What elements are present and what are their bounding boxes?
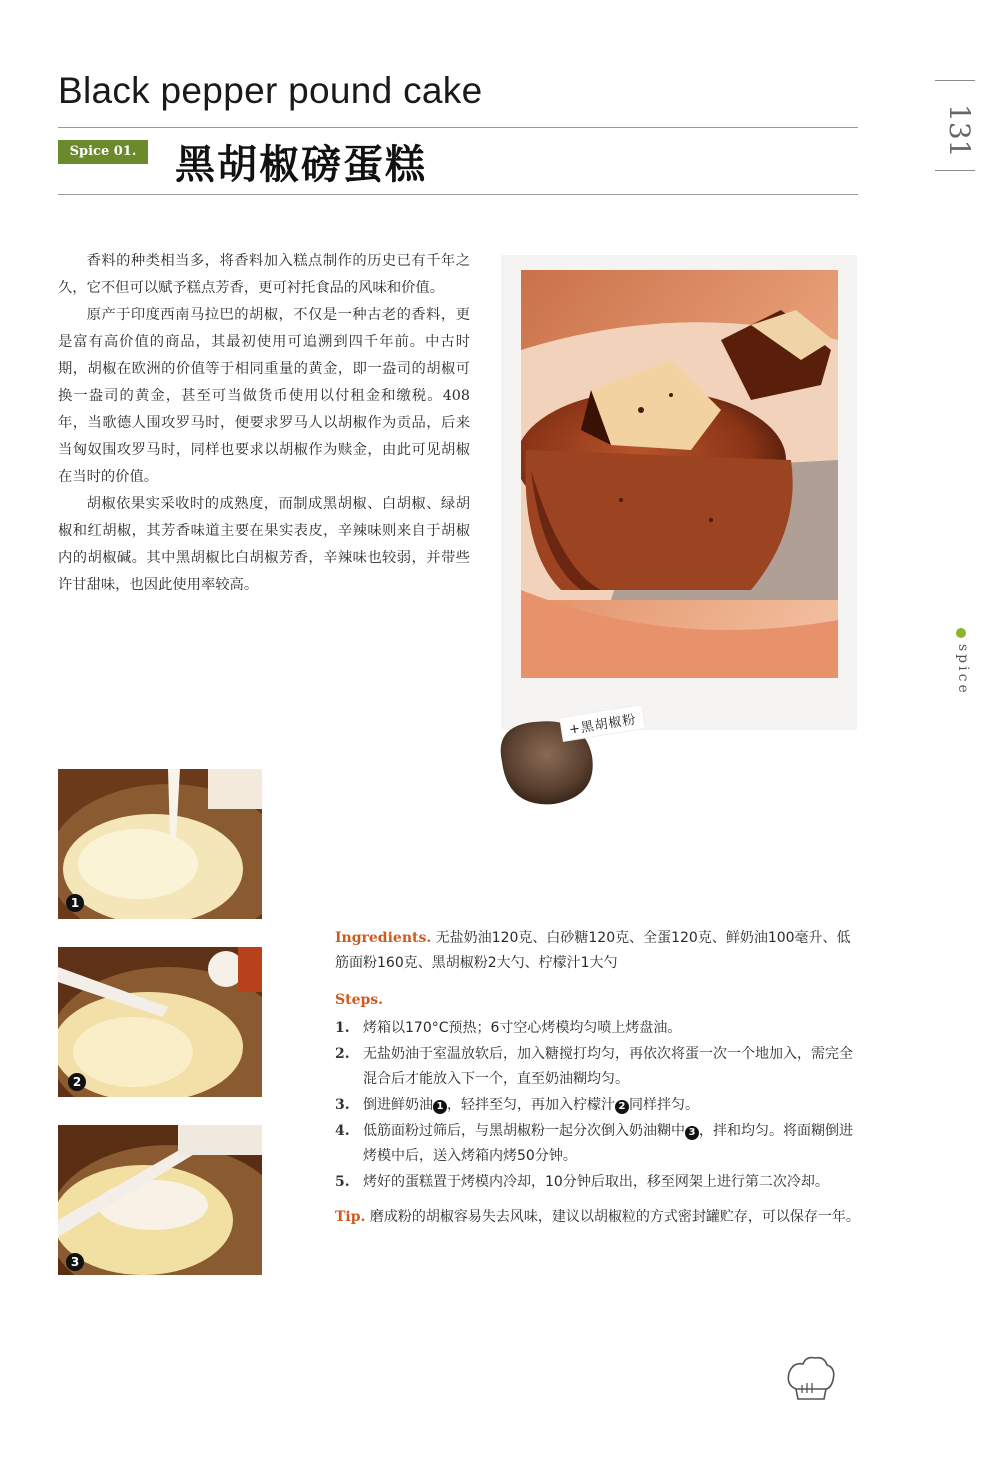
steps-list	[335, 1016, 863, 1195]
cake-photo	[521, 270, 838, 678]
page-number-rule-top	[935, 80, 975, 81]
spice-badge: Spice 01.	[58, 140, 148, 164]
photo-ref-badge: 2	[615, 1100, 629, 1114]
tip	[335, 1205, 863, 1230]
page-number: 131	[943, 104, 976, 158]
recipe-section	[335, 926, 863, 1230]
step-photo-3	[58, 1125, 262, 1275]
step-photo-number: 2	[68, 1073, 86, 1091]
step-text: 烤箱以170°C预热；6寸空心烤模均匀喷上烤盘油。	[363, 1020, 682, 1036]
intro-text	[58, 248, 470, 599]
photo-ref-badge: 3	[685, 1126, 699, 1140]
step-item	[335, 1016, 863, 1041]
section-label: spice	[955, 644, 971, 696]
step-photo-1	[58, 769, 262, 919]
steps-label: Steps.	[335, 992, 384, 1008]
ingredients	[335, 926, 863, 976]
steps-heading	[335, 988, 863, 1013]
pepper-label: +黑胡椒粉	[560, 705, 644, 741]
intro-paragraph: 原产于印度西南马拉巴的胡椒，不仅是一种古老的香料，更是富有高价值的商品，其最初使用可追溯到四千年前。中古时期，胡椒在欧洲的价值等于相同重量的黄金，即一盎司的胡椒可换一盎司的黄金，甚至可当做货币使用以付租金和缴税。408年，当歌德人围攻罗马时，便要求罗马人以胡椒作为贡品，后来当匈奴围攻罗马时，同样也要求以胡椒作为赎金，由此可见胡椒在当时的价值。	[58, 307, 470, 485]
section-dot-icon	[956, 628, 966, 638]
step-number: 5.	[335, 1174, 350, 1190]
step-item	[335, 1093, 863, 1118]
intro-paragraph: 胡椒依果实采收时的成熟度，而制成黑胡椒、白胡椒、绿胡椒和红胡椒，其芳香味道主要在果实表皮，辛辣味则来自于胡椒内的胡椒碱。其中黑胡椒比白胡椒芳香，辛辣味也较弱，并带些许甘甜味，也因此使用率较高。	[58, 496, 470, 593]
header-rule-bottom	[58, 194, 858, 195]
step-number: 2.	[335, 1046, 350, 1062]
step-photo-number: 3	[66, 1253, 84, 1271]
intro-paragraph: 香料的种类相当多，将香料加入糕点制作的历史已有千年之久，它不但可以赋予糕点芳香，更可衬托食品的风味和价值。	[58, 253, 470, 296]
step-photo-number: 1	[66, 894, 84, 912]
step-item	[335, 1119, 863, 1169]
step-text: 倒进鲜奶油	[363, 1097, 433, 1113]
step-photo-2	[58, 947, 262, 1097]
step-item	[335, 1170, 863, 1195]
photo-ref-badge: 1	[433, 1100, 447, 1114]
step-text: ，拌和均匀。将面糊倒进烤模中后，送入烤箱内烤50分钟。	[363, 1123, 853, 1164]
step-text: 烤好的蛋糕置于烤模内冷却，10分钟后取出，移至网架上进行第二次冷却。	[363, 1174, 829, 1190]
ingredients-text: 无盐奶油120克、白砂糖120克、全蛋120克、鲜奶油100毫升、低筋面粉160克、黑胡椒粉2大勺、柠檬汁1大勺	[335, 930, 851, 971]
step-number: 1.	[335, 1020, 350, 1036]
title-chinese: 黑胡椒磅蛋糕	[175, 142, 427, 188]
step-text: 同样拌匀。	[629, 1097, 699, 1113]
ingredients-label: Ingredients.	[335, 930, 432, 946]
tip-text: 磨成粉的胡椒容易失去风味，建议以胡椒粒的方式密封罐贮存，可以保存一年。	[369, 1209, 860, 1225]
step-text: ，轻拌至匀，再加入柠檬汁	[447, 1097, 615, 1113]
header-rule-top	[58, 127, 858, 128]
tip-label: Tip.	[335, 1209, 366, 1225]
chef-hat-icon	[786, 1355, 836, 1403]
title-english: Black pepper pound cake	[58, 70, 483, 111]
step-number: 4.	[335, 1123, 350, 1139]
step-item	[335, 1042, 863, 1092]
step-text: 低筋面粉过筛后，与黑胡椒粉一起分次倒入奶油糊中	[363, 1123, 685, 1139]
step-text: 无盐奶油于室温放软后，加入糖搅打均匀，再依次将蛋一次一个地加入，需完全混合后才能放入下一个，直至奶油糊均匀。	[363, 1046, 853, 1087]
page-number-rule-bottom	[935, 170, 975, 171]
step-number: 3.	[335, 1097, 350, 1113]
